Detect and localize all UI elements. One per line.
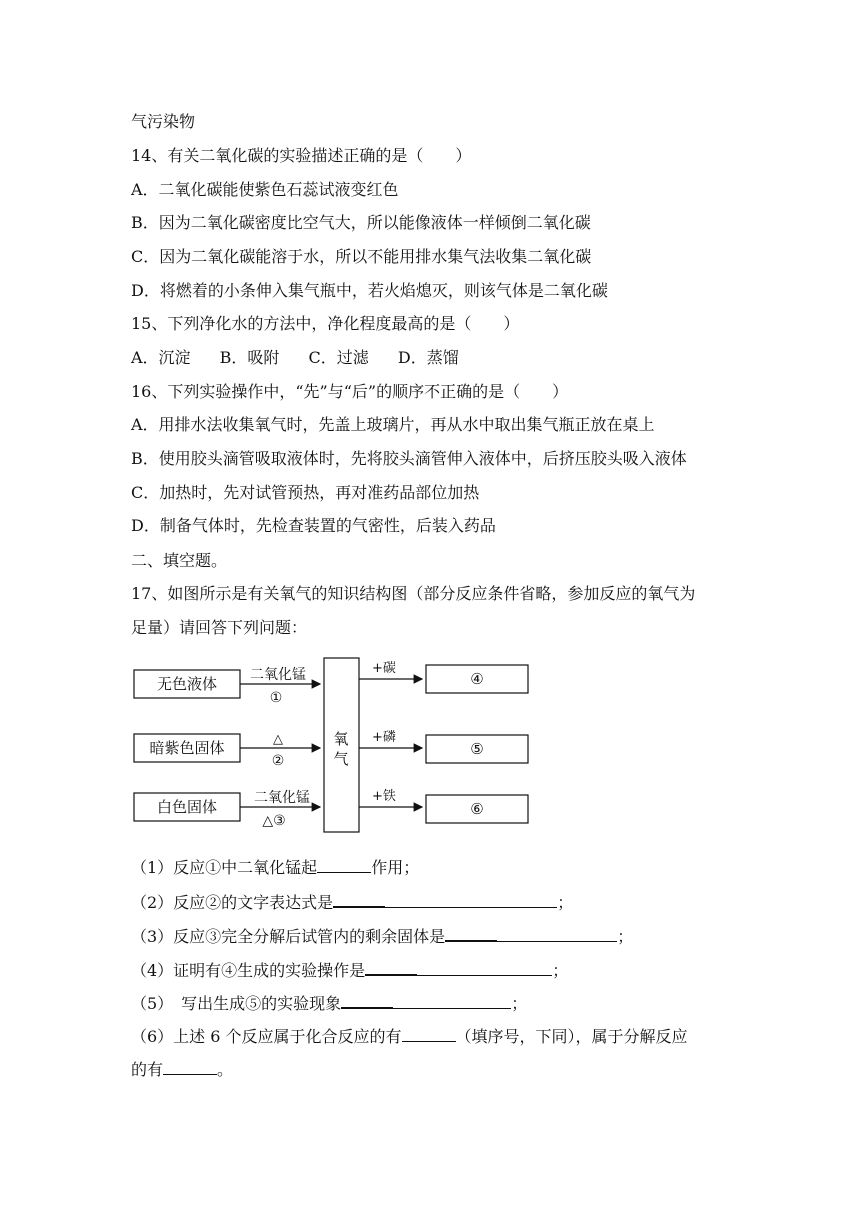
sub-question-6-text-b: （填序号，下同），属于分解反应 xyxy=(455,1027,688,1046)
question-16-option-c: C．加热时，先对试管预热，再对准药品部位加热 xyxy=(131,483,480,502)
label-plus-iron: +铁 xyxy=(372,789,396,804)
arrow-1-top-label: 二氧化锰 xyxy=(250,667,306,683)
sub-question-6-continued xyxy=(131,1058,233,1080)
arrow-2-top-label: △ xyxy=(273,732,283,747)
question-14-option-b: B．因为二氧化碳密度比空气大，所以能像液体一样倾倒二氧化碳 xyxy=(131,213,591,232)
question-15-option-a: A．沉淀 xyxy=(131,348,191,367)
answer-blank-4-ext[interactable] xyxy=(417,959,552,976)
sub-question-6-text-d: 。 xyxy=(217,1060,234,1079)
oxygen-knowledge-diagram xyxy=(128,652,538,838)
sub-question-4 xyxy=(131,958,568,981)
arrow-3-bottom-label: △③ xyxy=(262,813,286,829)
box-product-4-label: ④ xyxy=(470,670,484,688)
answer-blank-2[interactable] xyxy=(333,890,385,908)
question-14-stem: 14、有关二氧化碳的实验描述正确的是（ ） xyxy=(131,146,472,165)
label-plus-phosphorus: +磷 xyxy=(372,730,396,745)
sub-question-5-text-b: ； xyxy=(511,994,528,1013)
sub-question-2-text-a: （2）反应②的文字表达式是 xyxy=(131,893,334,912)
answer-blank-5-ext[interactable] xyxy=(393,992,511,1009)
box-product-6-label: ⑥ xyxy=(470,800,484,818)
sub-question-5 xyxy=(131,991,527,1014)
sub-question-4-text-b: ； xyxy=(552,961,569,980)
answer-blank-2-ext[interactable] xyxy=(385,891,557,908)
arrow-3-top-label: 二氧化锰 xyxy=(254,790,310,806)
question-16-option-d: D．制备气体时，先检查装置的气密性，后装入药品 xyxy=(131,516,496,535)
box-product-5-label: ⑤ xyxy=(470,740,484,758)
answer-blank-6a[interactable] xyxy=(402,1025,456,1042)
answer-blank-1[interactable] xyxy=(317,856,371,873)
arrow-2-bottom-label: ② xyxy=(271,753,285,769)
sub-question-2 xyxy=(131,890,573,913)
question-16-stem: 16、下列实验操作中，“先”与“后”的顺序不正确的是（ ） xyxy=(131,382,569,401)
box-dark-purple-solid-label: 暗紫色固体 xyxy=(149,739,225,757)
sub-question-5-text-a: （5） 写出生成⑤的实验现象 xyxy=(131,994,342,1013)
question-15-options xyxy=(131,348,459,368)
sub-question-6-text-a: （6）上述 6 个反应属于化合反应的有 xyxy=(131,1027,402,1046)
question-17-stem-line1: 17、如图所示是有关氧气的知识结构图（部分反应条件省略，参加反应的氧气为 xyxy=(131,584,696,603)
sub-question-3 xyxy=(131,924,633,947)
label-plus-carbon: +碳 xyxy=(372,661,396,676)
sub-question-3-text-b: ； xyxy=(617,927,634,946)
question-15-option-b: B．吸附 xyxy=(219,348,280,367)
answer-blank-6b[interactable] xyxy=(163,1058,217,1075)
answer-blank-4[interactable] xyxy=(365,958,417,976)
sub-question-1-text-b: 作用； xyxy=(371,858,420,877)
question-14-option-a: A．二氧化碳能使紫色石蕊试液变红色 xyxy=(131,180,399,199)
sub-question-1-text-a: （1）反应①中二氧化锰起 xyxy=(131,858,318,877)
question-17-stem-line2: 足量）请回答下列问题： xyxy=(131,618,308,637)
question-15-option-d: D．蒸馏 xyxy=(397,348,459,367)
box-white-solid-label: 白色固体 xyxy=(156,798,218,816)
sub-question-1 xyxy=(131,856,419,878)
question-16-option-a: A．用排水法收集氧气时，先盖上玻璃片，再从水中取出集气瓶正放在桌上 xyxy=(131,415,655,434)
sub-question-6 xyxy=(131,1025,688,1047)
arrow-1-bottom-label: ① xyxy=(269,690,283,706)
box-colorless-liquid-label: 无色液体 xyxy=(156,675,218,693)
question-14-option-c: C．因为二氧化碳能溶于水，所以不能用排水集气法收集二氧化碳 xyxy=(131,247,592,266)
question-14-option-d: D．将燃着的小条伸入集气瓶中，若火焰熄灭，则该气体是二氧化碳 xyxy=(131,281,608,300)
box-oxygen-char-1: 氧 xyxy=(333,730,349,748)
question-15-stem: 15、下列净化水的方法中，净化程度最高的是（ ） xyxy=(131,314,520,333)
question-16-option-b: B．使用胶头滴管吸取液体时，先将胶头滴管伸入液体中，后挤压胶头吸入液体 xyxy=(131,449,687,468)
sub-question-4-text-a: （4）证明有④生成的实验操作是 xyxy=(131,961,366,980)
section-heading: 二、填空题。 xyxy=(131,551,228,570)
sub-question-3-text-a: （3）反应③完全分解后试管内的剩余固体是 xyxy=(131,927,446,946)
top-fragment: 气污染物 xyxy=(131,112,196,131)
answer-blank-3-ext[interactable] xyxy=(497,925,617,942)
answer-blank-3[interactable] xyxy=(445,924,497,942)
sub-question-2-text-b: ； xyxy=(557,893,574,912)
answer-blank-5[interactable] xyxy=(341,991,393,1009)
box-oxygen-char-2: 气 xyxy=(333,750,349,768)
sub-question-6-text-c: 的有 xyxy=(131,1060,164,1079)
question-15-option-c: C．过滤 xyxy=(308,348,369,367)
